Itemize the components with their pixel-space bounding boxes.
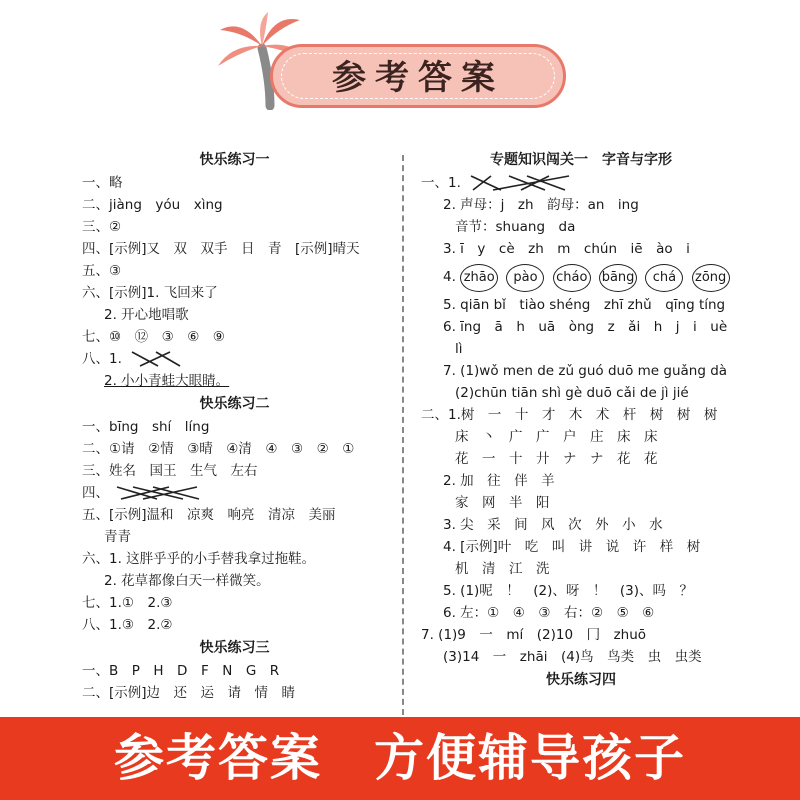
answer-line: 五、[示例]温和 凉爽 响亮 清凉 美丽 <box>82 507 336 523</box>
answer-line: 4. [示例]叶 吃 叫 讲 说 许 样 树 <box>443 539 701 555</box>
answer-line: 三、姓名 国王 生气 左右 <box>82 463 258 479</box>
promo-banner <box>0 717 800 800</box>
answer-line: 7. (1)wǒ men de zǔ guó duō me guǎng dà <box>443 363 728 379</box>
circled-pinyin: cháo <box>553 264 591 292</box>
answer-line: 三、② <box>82 219 122 235</box>
answer-line: 2. 花草都像白天一样微笑。 <box>104 573 270 589</box>
page-title: 参考答案 <box>332 58 504 98</box>
answer-line: 二、1.树 一 十 才 木 术 杆 树 树 树 <box>421 407 718 423</box>
answer-line: 六、1. 这胖乎乎的小手替我拿过拖鞋。 <box>82 551 316 567</box>
section-title: 快乐练习四 <box>546 672 616 688</box>
answer-line: 一、略 <box>82 175 123 191</box>
answer-line <box>82 482 387 504</box>
circled-pinyin: bāng <box>599 264 637 292</box>
left-column <box>82 148 387 704</box>
answer-line: 一、B P H D F N G R <box>82 663 280 679</box>
answer-line: 6. 左：① ④ ③ 右：② ⑤ ⑥ <box>443 605 655 621</box>
answer-line: (2)chūn tiān shì gè duō cǎi de jì jié <box>455 385 689 401</box>
answer-line: 七、1.① 2.③ <box>82 595 173 611</box>
answer-label: 四、 <box>82 485 109 501</box>
title-badge <box>212 10 572 110</box>
answer-line <box>421 172 741 194</box>
circled-pinyin: pào <box>506 264 544 292</box>
circled-pinyin: zōng <box>692 264 730 292</box>
answer-line: 七、⑩ ⑫ ③ ⑥ ⑨ <box>82 329 225 345</box>
answer-line: 床 丶 广 广 户 庄 床 床 <box>455 429 658 445</box>
answer-line: 二、jiàng yóu xìng <box>82 197 223 213</box>
answer-line: 一、bīng shí líng <box>82 419 210 435</box>
answer-line: 3. 尖 采 间 风 次 外 小 水 <box>443 517 663 533</box>
answer-line: 2. 声母：j zh 韵母：an ing <box>443 197 639 213</box>
answer-line: 7. (1)9 一 mí (2)10 冂 zhuō <box>421 627 647 643</box>
section-title: 快乐练习三 <box>199 640 270 656</box>
section-title: 快乐练习一 <box>199 152 270 168</box>
answer-label: 八、1. <box>82 351 122 367</box>
answer-line <box>82 348 387 370</box>
section-title: 快乐练习二 <box>199 396 270 412</box>
circled-pinyin: zhāo <box>460 264 498 292</box>
answer-line: 五、③ <box>82 263 122 279</box>
answer-line: (3)14 一 zhāi (4)鸟 鸟类 虫 虫类 <box>443 649 702 665</box>
answer-line: 二、①请 ②情 ③晴 ④清 ④ ③ ② ① <box>82 441 355 457</box>
answer-line: 音节：shuang da <box>455 219 576 235</box>
answer-line: 2. 小小青蛙大眼睛。 <box>104 373 230 389</box>
answer-line: 花 一 十 廾 ナ ナ 花 花 <box>455 451 658 467</box>
answer-line: 6. īng ā h uā òng z ǎi h j i uè <box>443 319 728 335</box>
answer-line: 六、[示例]1. 飞回来了 <box>82 285 218 301</box>
answer-line: 2. 开心地唱歌 <box>104 307 189 323</box>
answer-line: 2. 加 往 伴 羊 <box>443 473 555 489</box>
answer-line: 八、1.③ 2.② <box>82 617 173 633</box>
section-title: 专题知识闯关一 字音与字形 <box>490 152 672 168</box>
answer-line: 5. (1)呢 ！ (2)、呀 ！ (3)、吗 ？ <box>443 583 694 599</box>
answer-line: lì <box>455 341 463 357</box>
banner-text: 参考答案 方便辅导孩子 <box>114 729 686 787</box>
matching-lines-icon <box>465 172 575 194</box>
answer-line <box>421 260 741 294</box>
answer-label: 4. <box>443 269 456 285</box>
answer-line: 3. ī y cè zh m chún iē ào i <box>443 241 690 257</box>
matching-lines-icon <box>113 483 203 503</box>
column-divider <box>402 155 404 715</box>
answer-line: 四、[示例]又 双 双手 日 青 [示例]晴天 <box>82 241 360 257</box>
answer-line: 5. qiān bǐ tiào shéng zhī zhǔ qīng tíng <box>443 297 726 313</box>
matching-lines-icon <box>126 349 186 369</box>
circled-pinyin: chá <box>645 264 683 292</box>
answer-label: 一、1. <box>421 175 461 191</box>
answer-line: 青青 <box>104 529 131 545</box>
right-column <box>421 148 741 692</box>
answer-line: 家 网 半 阳 <box>455 495 550 511</box>
answer-line: 机 清 江 洗 <box>455 561 550 577</box>
answer-line: 二、[示例]边 还 运 请 情 睛 <box>82 685 296 701</box>
